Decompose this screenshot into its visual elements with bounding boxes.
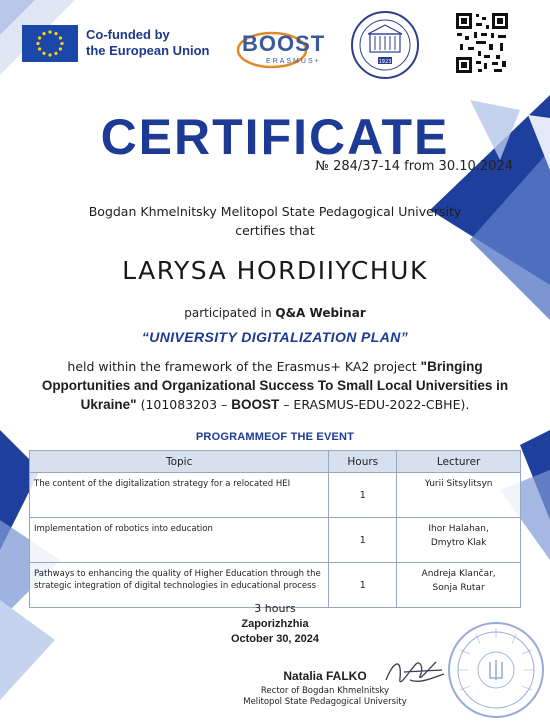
certifies-text: certifies that [235,223,315,238]
eu-cofunded-text [86,27,210,59]
official-stamp-icon [446,620,546,720]
lecturer-name: Ihor Halahan, [428,524,489,534]
hours-cell: 1 [329,473,397,518]
project-code-c: – ERASMUS-EDU-2022-CBHE). [279,397,470,412]
qr-code-icon [454,11,510,75]
project-description [28,357,522,414]
signer-role-line-1: Rector of Bogdan Khmelnitsky [260,686,390,696]
lecturer-cell [397,563,521,608]
lecturer-cell [397,518,521,563]
event-type: Q&A Webinar [275,306,366,320]
project-code-boost: BOOST [231,397,280,412]
header-topic: Topic [30,451,329,473]
project-code-a: (101083203 – [136,397,232,412]
table-row [30,518,521,563]
eu-flag-icon [22,25,78,62]
participated-prefix: participated in [184,306,272,320]
recipient-name: LARYSA HORDIIYCHUK [122,256,428,285]
issuer-name: Bogdan Khmelnitsky Melitopol State Pedagogical University [88,204,462,219]
event-city: Zaporizhzhia [241,618,309,630]
project-prefix: held within the framework of the Erasmus+ KA2 project [67,359,421,374]
event-date: October 30, 2024 [230,633,320,645]
topic-cell: Implementation of robotics into education [30,518,329,563]
hours-cell: 1 [329,563,397,608]
topic-cell: Pathways to enhancing the quality of Higher Education through the strategic integration of digital technologies in educational process [30,563,329,608]
header-hours: Hours [329,451,397,473]
hours-cell: 1 [329,518,397,563]
lecturer-name: Andreja Klančar, [421,569,496,579]
lecturer-name: Sonja Rutar [432,583,485,593]
eu-line-2: the European Union [86,43,210,58]
issuer-block [0,202,550,240]
boost-logo-word: BOOST [242,31,326,56]
project-name: "Bringing Opportunities and Organizational Success To Small Local Universities in Ukraine" [41,359,509,412]
table-row [30,563,521,608]
signer-role [200,686,450,708]
certificate-title: CERTIFICATE [100,109,450,165]
signer-name: Natalia FALKO [283,669,367,683]
certificate-number: № 284/37-14 from 30.10.2024 [315,159,513,174]
participation-line [0,306,550,320]
event-title: “UNIVERSITY DIGITALIZATION PLAN” [141,329,409,345]
signer-role-line-2: Melitopol State Pedagogical University [243,697,407,707]
lecturer-cell [397,473,521,518]
university-seal-icon [350,10,420,80]
programme-title: PROGRAMMEOF THE EVENT [195,431,355,443]
seal-year: 1923 [378,59,392,65]
table-row [30,473,521,518]
lecturer-name: Dmytro Klak [430,538,487,548]
programme-table [29,450,521,608]
topic-cell: The content of the digitalization strategy for a relocated HEI [30,473,329,518]
programme-header-row [30,451,521,473]
header-lecturer: Lecturer [397,451,521,473]
lecturer-name: Yurii Sitsylitsyn [424,479,493,489]
boost-logo-sub: ERASMUS+ [266,58,321,65]
event-duration: 3 hours [254,602,296,615]
eu-line-1: Co-funded by [86,27,170,42]
